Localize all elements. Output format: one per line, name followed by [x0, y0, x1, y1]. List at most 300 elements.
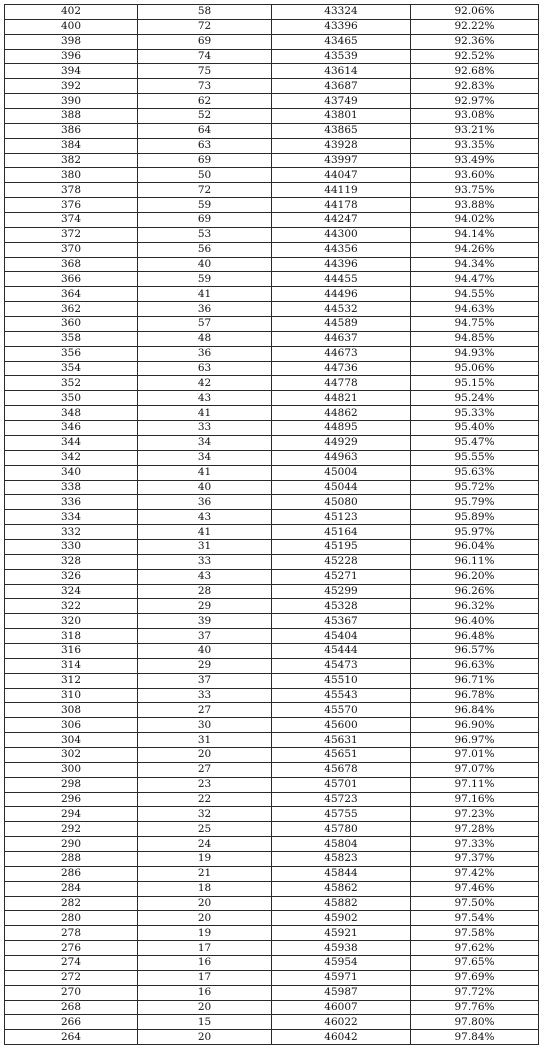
- score-cell: 278: [5, 926, 138, 941]
- count-cell: 33: [138, 421, 272, 436]
- cumulative-count-cell: 43687: [272, 79, 411, 94]
- count-cell: 40: [138, 257, 272, 272]
- table-row: [5, 272, 539, 287]
- cumulative-percent-cell: 95.63%: [411, 465, 539, 480]
- cumulative-count-cell: 44637: [272, 331, 411, 346]
- cumulative-percent-cell: 95.55%: [411, 450, 539, 465]
- score-cell: 376: [5, 198, 138, 213]
- cumulative-percent-cell: 97.80%: [411, 1015, 539, 1030]
- table-row: [5, 495, 539, 510]
- table-row: [5, 762, 539, 777]
- table-row: [5, 851, 539, 866]
- table-row: [5, 34, 539, 49]
- cumulative-count-cell: 44356: [272, 242, 411, 257]
- count-cell: 27: [138, 703, 272, 718]
- cumulative-percent-cell: 92.06%: [411, 5, 539, 20]
- count-cell: 59: [138, 272, 272, 287]
- score-cell: 280: [5, 911, 138, 926]
- cumulative-percent-cell: 95.89%: [411, 510, 539, 525]
- cumulative-count-cell: 45299: [272, 584, 411, 599]
- table-row: [5, 985, 539, 1000]
- count-cell: 25: [138, 822, 272, 837]
- score-distribution-table: [4, 4, 539, 1045]
- cumulative-percent-cell: 97.76%: [411, 1000, 539, 1015]
- cumulative-percent-cell: 97.23%: [411, 807, 539, 822]
- score-cell: 330: [5, 539, 138, 554]
- count-cell: 48: [138, 331, 272, 346]
- cumulative-percent-cell: 97.69%: [411, 970, 539, 985]
- count-cell: 42: [138, 376, 272, 391]
- cumulative-percent-cell: 97.65%: [411, 956, 539, 971]
- count-cell: 16: [138, 985, 272, 1000]
- score-cell: 284: [5, 881, 138, 896]
- cumulative-count-cell: 45367: [272, 614, 411, 629]
- table-row: [5, 688, 539, 703]
- count-cell: 20: [138, 1030, 272, 1045]
- table-row: [5, 614, 539, 629]
- table-row: [5, 198, 539, 213]
- score-cell: 300: [5, 762, 138, 777]
- cumulative-percent-cell: 97.01%: [411, 747, 539, 762]
- score-cell: 264: [5, 1030, 138, 1045]
- count-cell: 15: [138, 1015, 272, 1030]
- table-row: [5, 406, 539, 421]
- count-cell: 16: [138, 956, 272, 971]
- cumulative-count-cell: 45228: [272, 554, 411, 569]
- score-cell: 362: [5, 302, 138, 317]
- cumulative-percent-cell: 94.63%: [411, 302, 539, 317]
- count-cell: 27: [138, 762, 272, 777]
- table-row: [5, 435, 539, 450]
- cumulative-percent-cell: 93.35%: [411, 138, 539, 153]
- cumulative-count-cell: 45404: [272, 629, 411, 644]
- cumulative-percent-cell: 92.22%: [411, 19, 539, 34]
- cumulative-percent-cell: 96.40%: [411, 614, 539, 629]
- table-row: [5, 227, 539, 242]
- table-row: [5, 970, 539, 985]
- cumulative-percent-cell: 94.02%: [411, 213, 539, 228]
- cumulative-count-cell: 44673: [272, 346, 411, 361]
- count-cell: 36: [138, 495, 272, 510]
- cumulative-count-cell: 44300: [272, 227, 411, 242]
- score-cell: 282: [5, 896, 138, 911]
- cumulative-count-cell: 45987: [272, 985, 411, 1000]
- count-cell: 19: [138, 926, 272, 941]
- cumulative-count-cell: 44929: [272, 435, 411, 450]
- cumulative-percent-cell: 97.37%: [411, 851, 539, 866]
- count-cell: 33: [138, 688, 272, 703]
- cumulative-percent-cell: 96.48%: [411, 629, 539, 644]
- table-row: [5, 510, 539, 525]
- count-cell: 31: [138, 539, 272, 554]
- cumulative-count-cell: 45543: [272, 688, 411, 703]
- table-row: [5, 302, 539, 317]
- table-row: [5, 257, 539, 272]
- count-cell: 41: [138, 525, 272, 540]
- cumulative-percent-cell: 97.72%: [411, 985, 539, 1000]
- cumulative-percent-cell: 94.93%: [411, 346, 539, 361]
- cumulative-count-cell: 44821: [272, 391, 411, 406]
- count-cell: 41: [138, 406, 272, 421]
- table-row: [5, 539, 539, 554]
- cumulative-count-cell: 45444: [272, 643, 411, 658]
- table-row: [5, 94, 539, 109]
- count-cell: 73: [138, 79, 272, 94]
- count-cell: 58: [138, 5, 272, 20]
- cumulative-count-cell: 43539: [272, 49, 411, 64]
- cumulative-count-cell: 43749: [272, 94, 411, 109]
- score-cell: 354: [5, 361, 138, 376]
- count-cell: 40: [138, 480, 272, 495]
- cumulative-percent-cell: 94.14%: [411, 227, 539, 242]
- table-row: [5, 896, 539, 911]
- cumulative-percent-cell: 95.79%: [411, 495, 539, 510]
- table-row: [5, 733, 539, 748]
- score-cell: 350: [5, 391, 138, 406]
- cumulative-percent-cell: 97.07%: [411, 762, 539, 777]
- count-cell: 52: [138, 109, 272, 124]
- score-cell: 274: [5, 956, 138, 971]
- cumulative-count-cell: 45195: [272, 539, 411, 554]
- score-cell: 380: [5, 168, 138, 183]
- count-cell: 32: [138, 807, 272, 822]
- cumulative-percent-cell: 96.71%: [411, 673, 539, 688]
- table-row: [5, 643, 539, 658]
- table-row: [5, 376, 539, 391]
- count-cell: 69: [138, 153, 272, 168]
- cumulative-percent-cell: 95.97%: [411, 525, 539, 540]
- cumulative-count-cell: 45678: [272, 762, 411, 777]
- table-row: [5, 153, 539, 168]
- count-cell: 21: [138, 866, 272, 881]
- cumulative-percent-cell: 97.33%: [411, 837, 539, 852]
- cumulative-count-cell: 44963: [272, 450, 411, 465]
- cumulative-percent-cell: 97.58%: [411, 926, 539, 941]
- score-cell: 368: [5, 257, 138, 272]
- score-cell: 374: [5, 213, 138, 228]
- cumulative-percent-cell: 97.46%: [411, 881, 539, 896]
- table-row: [5, 554, 539, 569]
- cumulative-percent-cell: 97.62%: [411, 941, 539, 956]
- table-row: [5, 673, 539, 688]
- count-cell: 34: [138, 435, 272, 450]
- count-cell: 40: [138, 643, 272, 658]
- table-row: [5, 317, 539, 332]
- cumulative-percent-cell: 94.55%: [411, 287, 539, 302]
- cumulative-count-cell: 43865: [272, 123, 411, 138]
- cumulative-percent-cell: 95.40%: [411, 421, 539, 436]
- score-cell: 316: [5, 643, 138, 658]
- count-cell: 53: [138, 227, 272, 242]
- table-row: [5, 599, 539, 614]
- table-row: [5, 837, 539, 852]
- cumulative-percent-cell: 96.90%: [411, 718, 539, 733]
- cumulative-count-cell: 43614: [272, 64, 411, 79]
- table-body: [5, 5, 539, 1045]
- score-cell: 346: [5, 421, 138, 436]
- count-cell: 23: [138, 777, 272, 792]
- count-cell: 59: [138, 198, 272, 213]
- cumulative-percent-cell: 94.75%: [411, 317, 539, 332]
- table-row: [5, 926, 539, 941]
- cumulative-percent-cell: 92.36%: [411, 34, 539, 49]
- score-cell: 364: [5, 287, 138, 302]
- table-row: [5, 777, 539, 792]
- cumulative-count-cell: 45651: [272, 747, 411, 762]
- score-cell: 400: [5, 19, 138, 34]
- score-cell: 298: [5, 777, 138, 792]
- cumulative-percent-cell: 96.26%: [411, 584, 539, 599]
- cumulative-count-cell: 44862: [272, 406, 411, 421]
- count-cell: 72: [138, 19, 272, 34]
- table-row: [5, 123, 539, 138]
- cumulative-count-cell: 45701: [272, 777, 411, 792]
- cumulative-count-cell: 45044: [272, 480, 411, 495]
- cumulative-percent-cell: 97.84%: [411, 1030, 539, 1045]
- count-cell: 24: [138, 837, 272, 852]
- score-cell: 360: [5, 317, 138, 332]
- table-row: [5, 183, 539, 198]
- cumulative-percent-cell: 92.97%: [411, 94, 539, 109]
- table-row: [5, 822, 539, 837]
- score-cell: 322: [5, 599, 138, 614]
- count-cell: 20: [138, 911, 272, 926]
- score-cell: 270: [5, 985, 138, 1000]
- count-cell: 33: [138, 554, 272, 569]
- count-cell: 20: [138, 896, 272, 911]
- cumulative-count-cell: 45755: [272, 807, 411, 822]
- count-cell: 29: [138, 599, 272, 614]
- table-row: [5, 213, 539, 228]
- cumulative-percent-cell: 94.34%: [411, 257, 539, 272]
- table-row: [5, 941, 539, 956]
- score-cell: 366: [5, 272, 138, 287]
- cumulative-count-cell: 44455: [272, 272, 411, 287]
- table-row: [5, 956, 539, 971]
- cumulative-count-cell: 45123: [272, 510, 411, 525]
- cumulative-percent-cell: 95.06%: [411, 361, 539, 376]
- score-cell: 402: [5, 5, 138, 20]
- table-row: [5, 331, 539, 346]
- count-cell: 34: [138, 450, 272, 465]
- cumulative-percent-cell: 94.47%: [411, 272, 539, 287]
- count-cell: 57: [138, 317, 272, 332]
- cumulative-count-cell: 44589: [272, 317, 411, 332]
- cumulative-count-cell: 45938: [272, 941, 411, 956]
- count-cell: 56: [138, 242, 272, 257]
- score-cell: 288: [5, 851, 138, 866]
- table-row: [5, 584, 539, 599]
- cumulative-count-cell: 45080: [272, 495, 411, 510]
- cumulative-percent-cell: 93.60%: [411, 168, 539, 183]
- count-cell: 43: [138, 569, 272, 584]
- count-cell: 43: [138, 510, 272, 525]
- count-cell: 37: [138, 629, 272, 644]
- cumulative-count-cell: 44778: [272, 376, 411, 391]
- count-cell: 22: [138, 792, 272, 807]
- score-cell: 272: [5, 970, 138, 985]
- cumulative-percent-cell: 96.20%: [411, 569, 539, 584]
- table-row: [5, 79, 539, 94]
- score-cell: 340: [5, 465, 138, 480]
- cumulative-count-cell: 44736: [272, 361, 411, 376]
- cumulative-count-cell: 43801: [272, 109, 411, 124]
- table-row: [5, 1030, 539, 1045]
- count-cell: 30: [138, 718, 272, 733]
- cumulative-percent-cell: 97.11%: [411, 777, 539, 792]
- table-row: [5, 718, 539, 733]
- cumulative-count-cell: 45844: [272, 866, 411, 881]
- score-cell: 382: [5, 153, 138, 168]
- score-cell: 324: [5, 584, 138, 599]
- score-cell: 358: [5, 331, 138, 346]
- cumulative-count-cell: 45882: [272, 896, 411, 911]
- count-cell: 20: [138, 1000, 272, 1015]
- cumulative-count-cell: 45921: [272, 926, 411, 941]
- table-row: [5, 747, 539, 762]
- cumulative-count-cell: 46022: [272, 1015, 411, 1030]
- cumulative-count-cell: 46007: [272, 1000, 411, 1015]
- count-cell: 69: [138, 34, 272, 49]
- score-cell: 384: [5, 138, 138, 153]
- cumulative-percent-cell: 95.47%: [411, 435, 539, 450]
- table-row: [5, 450, 539, 465]
- score-cell: 292: [5, 822, 138, 837]
- cumulative-percent-cell: 97.50%: [411, 896, 539, 911]
- cumulative-percent-cell: 93.49%: [411, 153, 539, 168]
- cumulative-percent-cell: 95.33%: [411, 406, 539, 421]
- table-row: [5, 49, 539, 64]
- count-cell: 62: [138, 94, 272, 109]
- cumulative-count-cell: 45862: [272, 881, 411, 896]
- cumulative-count-cell: 44047: [272, 168, 411, 183]
- score-cell: 386: [5, 123, 138, 138]
- table-row: [5, 287, 539, 302]
- table-row: [5, 629, 539, 644]
- cumulative-percent-cell: 96.97%: [411, 733, 539, 748]
- score-cell: 398: [5, 34, 138, 49]
- cumulative-count-cell: 43465: [272, 34, 411, 49]
- cumulative-percent-cell: 94.85%: [411, 331, 539, 346]
- table-row: [5, 361, 539, 376]
- cumulative-percent-cell: 93.75%: [411, 183, 539, 198]
- count-cell: 75: [138, 64, 272, 79]
- cumulative-count-cell: 45600: [272, 718, 411, 733]
- cumulative-count-cell: 43997: [272, 153, 411, 168]
- count-cell: 43: [138, 391, 272, 406]
- table-row: [5, 525, 539, 540]
- count-cell: 17: [138, 970, 272, 985]
- score-cell: 390: [5, 94, 138, 109]
- cumulative-count-cell: 44895: [272, 421, 411, 436]
- table-row: [5, 807, 539, 822]
- score-cell: 378: [5, 183, 138, 198]
- cumulative-percent-cell: 97.42%: [411, 866, 539, 881]
- cumulative-count-cell: 44496: [272, 287, 411, 302]
- count-cell: 18: [138, 881, 272, 896]
- table-row: [5, 703, 539, 718]
- table-row: [5, 421, 539, 436]
- count-cell: 17: [138, 941, 272, 956]
- cumulative-count-cell: 45723: [272, 792, 411, 807]
- table-row: [5, 866, 539, 881]
- cumulative-percent-cell: 93.21%: [411, 123, 539, 138]
- cumulative-count-cell: 45510: [272, 673, 411, 688]
- cumulative-count-cell: 44178: [272, 198, 411, 213]
- count-cell: 20: [138, 747, 272, 762]
- score-cell: 394: [5, 64, 138, 79]
- cumulative-count-cell: 45780: [272, 822, 411, 837]
- cumulative-count-cell: 45004: [272, 465, 411, 480]
- cumulative-count-cell: 43928: [272, 138, 411, 153]
- cumulative-percent-cell: 92.83%: [411, 79, 539, 94]
- count-cell: 36: [138, 346, 272, 361]
- score-cell: 344: [5, 435, 138, 450]
- count-cell: 64: [138, 123, 272, 138]
- table-row: [5, 569, 539, 584]
- score-cell: 328: [5, 554, 138, 569]
- cumulative-percent-cell: 92.52%: [411, 49, 539, 64]
- score-cell: 342: [5, 450, 138, 465]
- count-cell: 28: [138, 584, 272, 599]
- score-cell: 338: [5, 480, 138, 495]
- score-cell: 268: [5, 1000, 138, 1015]
- table-row: [5, 881, 539, 896]
- score-cell: 326: [5, 569, 138, 584]
- count-cell: 37: [138, 673, 272, 688]
- cumulative-count-cell: 45271: [272, 569, 411, 584]
- cumulative-count-cell: 45804: [272, 837, 411, 852]
- score-cell: 334: [5, 510, 138, 525]
- cumulative-percent-cell: 97.16%: [411, 792, 539, 807]
- score-cell: 372: [5, 227, 138, 242]
- cumulative-count-cell: 45473: [272, 658, 411, 673]
- cumulative-percent-cell: 96.84%: [411, 703, 539, 718]
- cumulative-percent-cell: 93.88%: [411, 198, 539, 213]
- table-row: [5, 391, 539, 406]
- score-cell: 312: [5, 673, 138, 688]
- table-row: [5, 1015, 539, 1030]
- score-cell: 314: [5, 658, 138, 673]
- cumulative-percent-cell: 95.15%: [411, 376, 539, 391]
- count-cell: 74: [138, 49, 272, 64]
- cumulative-count-cell: 45823: [272, 851, 411, 866]
- table-row: [5, 109, 539, 124]
- count-cell: 39: [138, 614, 272, 629]
- table-row: [5, 1000, 539, 1015]
- score-cell: 266: [5, 1015, 138, 1030]
- score-cell: 388: [5, 109, 138, 124]
- count-cell: 29: [138, 658, 272, 673]
- cumulative-count-cell: 45631: [272, 733, 411, 748]
- table-row: [5, 19, 539, 34]
- score-cell: 352: [5, 376, 138, 391]
- score-cell: 290: [5, 837, 138, 852]
- table-row: [5, 911, 539, 926]
- cumulative-count-cell: 45164: [272, 525, 411, 540]
- table-row: [5, 480, 539, 495]
- cumulative-percent-cell: 97.28%: [411, 822, 539, 837]
- count-cell: 63: [138, 138, 272, 153]
- score-cell: 396: [5, 49, 138, 64]
- score-cell: 276: [5, 941, 138, 956]
- count-cell: 41: [138, 287, 272, 302]
- score-cell: 370: [5, 242, 138, 257]
- score-cell: 302: [5, 747, 138, 762]
- cumulative-count-cell: 46042: [272, 1030, 411, 1045]
- score-cell: 294: [5, 807, 138, 822]
- score-cell: 310: [5, 688, 138, 703]
